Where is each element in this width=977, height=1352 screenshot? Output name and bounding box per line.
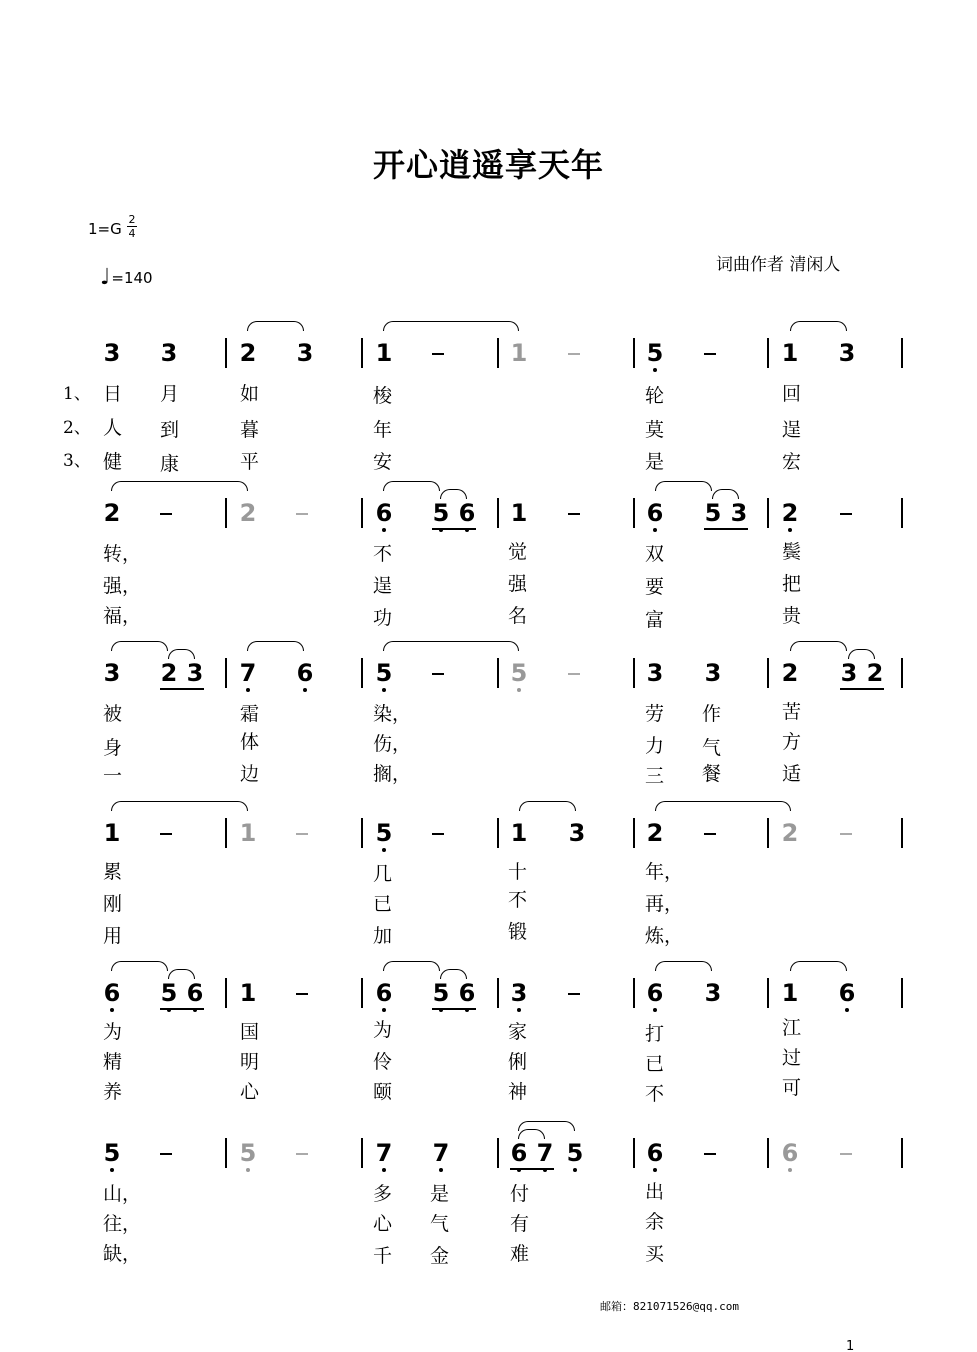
lyric: 再， <box>645 893 684 915</box>
barline <box>901 978 903 1008</box>
slur <box>790 641 847 651</box>
verse-number: 3、 <box>63 451 91 471</box>
lyric: 转， <box>103 543 142 565</box>
dash <box>160 513 172 515</box>
time-signature-bottom: 4 <box>128 227 136 240</box>
lyric: 适 <box>782 763 802 785</box>
lyric: 月 <box>160 383 180 405</box>
lyric: 可 <box>782 1077 802 1099</box>
barline <box>497 818 499 848</box>
lyric: 到 <box>160 419 180 441</box>
lyric: 是 <box>645 451 665 473</box>
barline <box>225 338 227 368</box>
barline <box>901 818 903 848</box>
lyric: 回 <box>782 383 802 405</box>
eighth-beam <box>160 1008 204 1010</box>
slur <box>168 969 195 979</box>
dash <box>160 1153 172 1155</box>
note: 1 <box>510 819 528 847</box>
dash <box>840 1153 852 1155</box>
note: 5 <box>237 1141 259 1165</box>
verse-number: 2、 <box>63 418 91 438</box>
time-signature <box>127 214 137 239</box>
dash <box>160 833 172 835</box>
note: 5 <box>373 821 395 845</box>
barline <box>901 658 903 688</box>
barline <box>225 1138 227 1168</box>
lyric: 一 <box>103 765 123 787</box>
lyric: 已 <box>373 893 393 915</box>
note: 5 <box>564 1141 586 1165</box>
note: 6 <box>644 981 666 1005</box>
note: 6 <box>184 981 206 1005</box>
note: 6 <box>373 501 395 525</box>
slur <box>848 649 875 659</box>
tie <box>655 801 791 811</box>
lyric: 强， <box>103 575 142 597</box>
note: 2 <box>160 659 178 687</box>
slur <box>247 641 304 651</box>
note: 3 <box>646 659 664 687</box>
dash <box>840 833 852 835</box>
note: 5 <box>704 499 722 527</box>
note: 3 <box>296 339 314 367</box>
lyric: 健 <box>103 451 123 473</box>
note: 2 <box>646 819 664 847</box>
dash <box>296 513 308 515</box>
lyric: 十 <box>508 861 528 883</box>
note: 3 <box>704 659 722 687</box>
lyric: 过 <box>782 1047 802 1069</box>
lyric: 难 <box>510 1243 530 1265</box>
lyric: 打 <box>645 1023 665 1045</box>
note: 1 <box>510 339 528 367</box>
lyric: 金 <box>430 1245 450 1267</box>
lyric: 强 <box>508 573 528 595</box>
lyric: 是 <box>430 1183 450 1205</box>
lyric: 伤， <box>373 733 412 755</box>
barline <box>497 498 499 528</box>
lyric: 如 <box>240 383 260 405</box>
note: 2 <box>103 499 121 527</box>
lyric: 山， <box>103 1183 142 1205</box>
lyric: 多 <box>373 1183 393 1205</box>
lyric: 缺， <box>103 1243 142 1265</box>
lyric: 出 <box>645 1181 665 1203</box>
eighth-beam <box>840 688 884 690</box>
lyric: 平 <box>240 451 260 473</box>
dash <box>296 1153 308 1155</box>
dash <box>432 833 444 835</box>
song-title: 开心逍遥享天年 <box>372 146 604 184</box>
lyric: 养 <box>103 1081 123 1103</box>
barline <box>633 978 635 1008</box>
lyric: 日 <box>103 383 123 405</box>
contact-email: 邮箱：821071526@qq.com <box>600 1300 739 1313</box>
tie <box>383 641 519 651</box>
lyric: 方 <box>782 731 802 753</box>
lyric: 不 <box>373 543 393 565</box>
lyric: 体 <box>240 731 260 753</box>
note: 5 <box>508 661 530 685</box>
lyric: 苦 <box>782 701 802 723</box>
note: 3 <box>840 659 858 687</box>
lyric: 福， <box>103 605 142 627</box>
note: 7 <box>430 1141 452 1165</box>
dash <box>296 833 308 835</box>
lyric: 要 <box>645 576 665 598</box>
slur <box>712 489 739 499</box>
note: 2 <box>781 819 799 847</box>
lyric: 人 <box>103 417 123 439</box>
note: 3 <box>103 659 121 687</box>
barline <box>767 498 769 528</box>
tie <box>111 801 248 811</box>
lyric: 锻 <box>508 921 528 943</box>
lyric: 几 <box>373 863 393 885</box>
lyric: 心 <box>373 1213 393 1235</box>
lyric: 劳 <box>645 703 665 725</box>
lyric: 觉 <box>508 541 528 563</box>
dash <box>432 673 444 675</box>
lyric: 付 <box>510 1183 530 1205</box>
slur <box>518 1129 545 1139</box>
tie <box>383 321 519 331</box>
note: 6 <box>294 661 316 685</box>
dash <box>704 353 716 355</box>
note: 6 <box>644 1141 666 1165</box>
lyric: 霜 <box>240 703 260 725</box>
lyric: 精 <box>103 1051 123 1073</box>
note: 1 <box>239 979 257 1007</box>
note: 2 <box>239 339 257 367</box>
note: 2 <box>866 659 884 687</box>
key-signature: 1=G <box>88 220 122 238</box>
slur <box>440 969 467 979</box>
lyric: 搁， <box>373 763 412 785</box>
barline <box>633 1138 635 1168</box>
barline <box>225 978 227 1008</box>
lyric: 功 <box>373 607 393 629</box>
barline <box>497 1138 499 1168</box>
lyric: 用 <box>103 925 123 947</box>
lyric: 年 <box>373 419 393 441</box>
barline <box>633 818 635 848</box>
lyric: 力 <box>645 735 665 757</box>
lyric: 被 <box>103 703 123 725</box>
eighth-beam <box>510 1168 554 1170</box>
lyric: 为 <box>103 1021 123 1043</box>
lyric: 富 <box>645 609 665 631</box>
lyric: 宏 <box>782 451 802 473</box>
dash <box>840 513 852 515</box>
barline <box>497 978 499 1008</box>
lyric: 有 <box>510 1213 530 1235</box>
barline <box>633 498 635 528</box>
slur <box>440 489 467 499</box>
note: 3 <box>704 979 722 1007</box>
barline <box>361 498 363 528</box>
note: 1 <box>781 339 799 367</box>
lyric: 刚 <box>103 893 123 915</box>
lyric: 鬓 <box>782 541 802 563</box>
note: 6 <box>779 1141 801 1165</box>
quarter-note-icon: ♩ <box>100 265 111 290</box>
note: 7 <box>237 661 259 685</box>
note: 2 <box>781 659 799 687</box>
note: 1 <box>781 979 799 1007</box>
lyric: 康 <box>160 453 180 475</box>
lyric: 不 <box>508 889 528 911</box>
barline <box>767 978 769 1008</box>
dash <box>432 353 444 355</box>
lyric: 不 <box>645 1083 665 1105</box>
composer-credit: 词曲作者 清闲人 <box>716 255 841 275</box>
barline <box>497 658 499 688</box>
note: 3 <box>730 499 748 527</box>
lyric: 俐 <box>508 1051 528 1073</box>
barline <box>225 658 227 688</box>
lyric: 气 <box>430 1213 450 1235</box>
eighth-beam <box>160 688 204 690</box>
note: 6 <box>373 981 395 1005</box>
note: 1 <box>239 819 257 847</box>
note: 3 <box>160 339 178 367</box>
note: 6 <box>836 981 858 1005</box>
lyric: 边 <box>240 763 260 785</box>
dash <box>568 673 580 675</box>
slur <box>383 961 440 971</box>
lyric: 气 <box>702 737 722 759</box>
lyric: 明 <box>240 1051 260 1073</box>
lyric: 逞 <box>782 419 802 441</box>
lyric: 家 <box>508 1021 528 1043</box>
note: 7 <box>534 1141 556 1165</box>
barline <box>901 498 903 528</box>
lyric: 名 <box>508 605 528 627</box>
lyric: 往， <box>103 1213 142 1235</box>
lyric: 江 <box>782 1017 802 1039</box>
note: 6 <box>456 501 478 525</box>
barline <box>361 1138 363 1168</box>
dash <box>704 1153 716 1155</box>
slur <box>247 321 304 331</box>
verse-number: 1、 <box>63 384 91 404</box>
note: 5 <box>430 981 452 1005</box>
tie <box>111 481 248 491</box>
slur <box>519 801 576 811</box>
lyric: 炼， <box>645 925 684 947</box>
dash <box>296 993 308 995</box>
lyric: 把 <box>782 573 802 595</box>
lyric: 染， <box>373 703 412 725</box>
lyric: 作 <box>702 703 722 725</box>
lyric: 三 <box>645 765 665 787</box>
note: 1 <box>375 339 393 367</box>
slur <box>790 321 847 331</box>
note: 3 <box>568 819 586 847</box>
lyric: 安 <box>373 451 393 473</box>
note: 3 <box>838 339 856 367</box>
lyric: 为 <box>373 1019 393 1041</box>
slur <box>790 961 847 971</box>
note: 3 <box>186 659 204 687</box>
eighth-beam <box>432 1008 476 1010</box>
lyric: 双 <box>645 543 665 565</box>
lyric: 贵 <box>782 605 802 627</box>
dash <box>568 353 580 355</box>
note: 6 <box>644 501 666 525</box>
barline <box>767 658 769 688</box>
note: 1 <box>103 819 121 847</box>
lyric: 千 <box>373 1245 393 1267</box>
slur <box>655 481 712 491</box>
barline <box>225 498 227 528</box>
barline <box>633 658 635 688</box>
note: 5 <box>430 501 452 525</box>
barline <box>361 338 363 368</box>
page-number: 1 <box>846 1339 855 1352</box>
barline <box>225 818 227 848</box>
lyric: 加 <box>373 925 393 947</box>
slur <box>655 961 712 971</box>
barline <box>633 338 635 368</box>
note: 2 <box>239 499 257 527</box>
barline <box>361 978 363 1008</box>
note: 6 <box>101 981 123 1005</box>
note: 7 <box>373 1141 395 1165</box>
note: 5 <box>158 981 180 1005</box>
lyric: 国 <box>240 1021 260 1043</box>
dash <box>568 993 580 995</box>
lyric: 余 <box>645 1211 665 1233</box>
note: 5 <box>373 661 395 685</box>
time-signature-top: 2 <box>128 213 136 226</box>
lyric: 年， <box>645 861 684 883</box>
slur <box>168 649 195 659</box>
slur <box>111 961 168 971</box>
slur <box>383 481 440 491</box>
note: 3 <box>508 981 530 1005</box>
note: 2 <box>779 501 801 525</box>
lyric: 已 <box>645 1053 665 1075</box>
lyric: 逞 <box>373 575 393 597</box>
note: 3 <box>103 339 121 367</box>
barline <box>901 338 903 368</box>
barline <box>901 1138 903 1168</box>
lyric: 莫 <box>645 419 665 441</box>
lyric: 轮 <box>645 385 665 407</box>
barline <box>767 818 769 848</box>
tempo-value: =140 <box>111 269 153 287</box>
lyric: 梭 <box>373 385 393 407</box>
tempo-marking <box>100 265 153 290</box>
note: 5 <box>644 341 666 365</box>
lyric: 伶 <box>373 1051 393 1073</box>
note: 6 <box>456 981 478 1005</box>
barline <box>767 338 769 368</box>
barline <box>361 818 363 848</box>
lyric: 身 <box>103 737 123 759</box>
lyric: 累 <box>103 861 123 883</box>
lyric: 颐 <box>373 1081 393 1103</box>
eighth-beam <box>432 528 476 530</box>
lyric: 暮 <box>240 419 260 441</box>
lyric: 神 <box>508 1081 528 1103</box>
dash <box>704 833 716 835</box>
eighth-beam <box>704 528 748 530</box>
barline <box>767 1138 769 1168</box>
barline <box>361 658 363 688</box>
dash <box>568 513 580 515</box>
note: 6 <box>508 1141 530 1165</box>
note: 5 <box>101 1141 123 1165</box>
lyric: 心 <box>240 1081 260 1103</box>
lyric: 餐 <box>702 763 722 785</box>
lyric: 买 <box>645 1243 665 1265</box>
barline <box>497 338 499 368</box>
slur <box>111 641 168 651</box>
note: 1 <box>510 499 528 527</box>
